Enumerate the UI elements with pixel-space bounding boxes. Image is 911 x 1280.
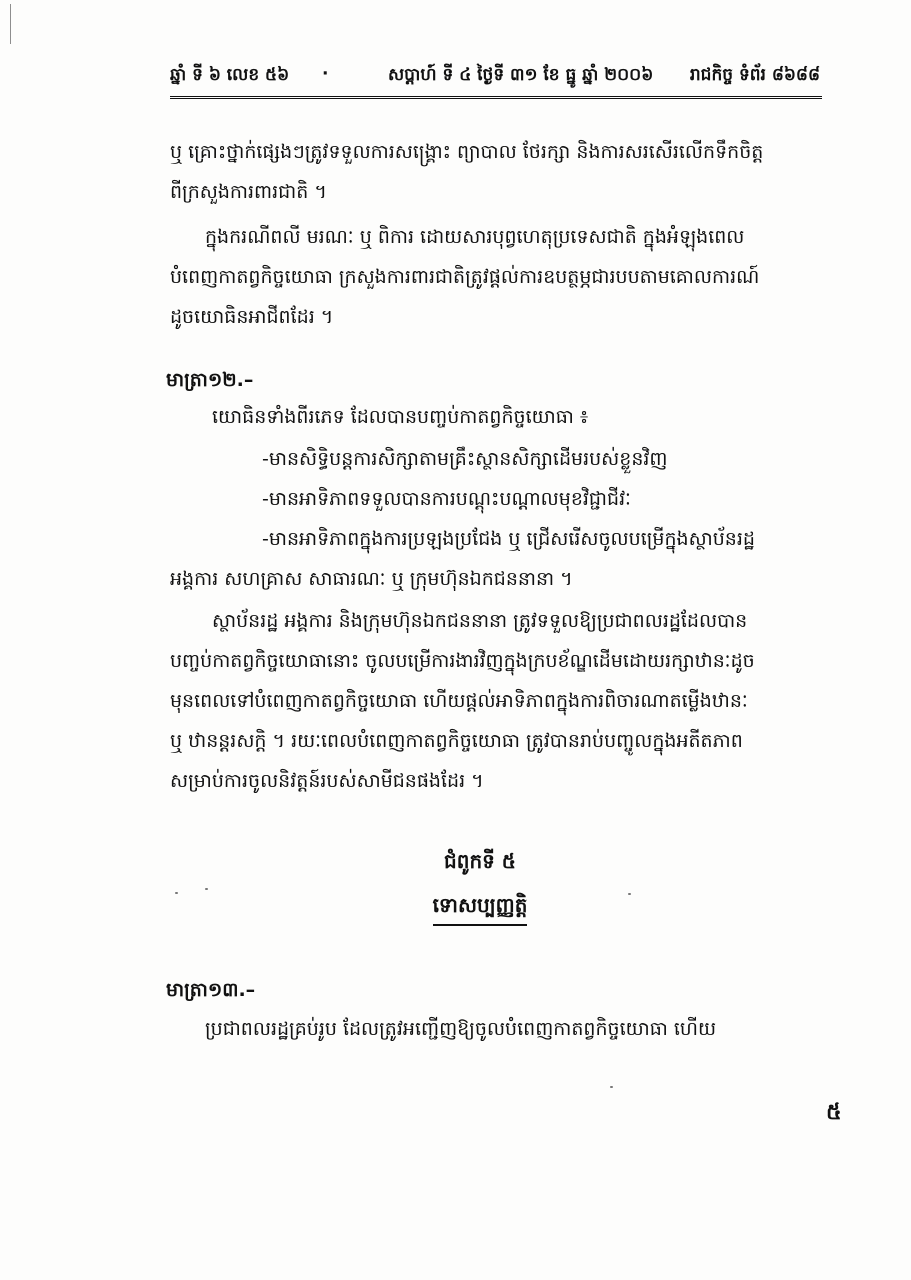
paragraph-line: ក្នុងករណីពលី មរណៈ ឬ ពិការ ដោយសារបុព្វហេតុប្រទេសជាតិ ក្នុងអំឡុងពេល <box>205 226 745 248</box>
scan-speck <box>628 893 631 895</box>
chapter-title-wrap <box>330 892 630 926</box>
list-item: -មានអាទិភាពក្នុងការប្រឡងប្រជែង ឬ ជ្រើសរើសចូលបម្រើក្នុងស្ថាប័នរដ្ឋ <box>262 528 755 550</box>
chapter-number: ជំពូកទី ៥ <box>444 849 516 873</box>
list-item: អង្គការ សហគ្រាស សាធារណៈ ឬ ក្រុមហ៊ុនឯកជននានា ។ <box>170 568 573 590</box>
paragraph-line: ប្រជាពលរដ្ឋគ្រប់រូប ដែលត្រូវអញ្ជើញឱ្យចូលបំពេញកាតព្វកិច្ចយោធា ហើយ <box>205 1018 717 1040</box>
article-12-heading: មាត្រា១២.– <box>166 369 254 391</box>
header-issue: ឆ្នាំ ទី ៦ លេខ ៥៦ <box>170 65 290 85</box>
header-rule <box>170 96 822 99</box>
paragraph-line: បញ្ចប់កាតព្វកិច្ចយោធានោះ ចូលបម្រើការងារវិញក្នុងក្របខ័ណ្ឌដើមដោយរក្សាឋានៈដូច <box>170 650 755 672</box>
scan-crop-mark <box>10 4 15 44</box>
header-page: រាជកិច្ច ទំព័រ ៨៦៨៨ <box>689 65 820 85</box>
scan-speck <box>205 888 208 890</box>
paragraph-line: ឬ គ្រោះថ្នាក់ផ្សេងៗត្រូវទទួលការសង្គ្រោះ ព្យាបាល ថែរក្សា និងការសរសើរលើកទឹកចិត្ត <box>170 141 764 163</box>
header-date: សប្តាហ៍ ទី ៤ ថ្ងៃទី ៣១ ខែ ធ្នូ ឆ្នាំ ២០០៦ <box>388 65 654 85</box>
page-mark: ៥ <box>826 1100 842 1125</box>
list-item: -មានសិទ្ធិបន្តការសិក្សាតាមគ្រឹះស្ថានសិក្សាដើមរបស់ខ្លួនវិញ <box>262 448 668 470</box>
paragraph-line: បំពេញកាតព្វកិច្ចយោធា ក្រសួងការពារជាតិត្រូវផ្តល់ការឧបត្ថម្ភជារបបតាមគោលការណ៍ <box>170 266 760 288</box>
gazette-header <box>170 64 820 94</box>
scan-speck <box>175 892 178 894</box>
scan-speck <box>610 1086 613 1088</box>
article-12-intro: យោធិនទាំងពីរភេទ ដែលបានបញ្ចប់កាតព្វកិច្ចយោធា ៖ <box>212 406 589 428</box>
paragraph-line: សម្រាប់ការចូលនិវត្តន៍របស់សាមីជនផងដែរ ។ <box>170 770 484 792</box>
paragraph-line: ពីក្រសួងការពារជាតិ ។ <box>170 181 327 203</box>
paragraph-line: ឬ ឋានន្តរសក្តិ ។ រយៈពេលបំពេញកាតព្វកិច្ចយោធា ត្រូវបានរាប់បញ្ចូលក្នុងអតីតភាព <box>170 730 743 752</box>
paragraph-line: ដូចយោធិនអាជីពដែរ ។ <box>170 306 334 328</box>
list-item: -មានអាទិភាពទទួលបានការបណ្តុះបណ្តាលមុខវិជ្ជាជីវៈ <box>262 488 631 510</box>
chapter-title: ទោសប្បញ្ញត្តិ <box>433 892 528 926</box>
header-separator: · <box>322 64 329 84</box>
paragraph-line: ស្ថាប័នរដ្ឋ អង្គការ និងក្រុមហ៊ុនឯកជននានា ត្រូវទទួលឱ្យប្រជាពលរដ្ឋដែលបាន <box>212 610 748 632</box>
article-13-heading: មាត្រា១៣.– <box>166 979 256 1001</box>
paragraph-line: មុនពេលទៅបំពេញកាតព្វកិច្ចយោធា ហើយផ្តល់អាទិភាពក្នុងការពិចារណាតម្លើងឋានៈ <box>170 690 748 712</box>
